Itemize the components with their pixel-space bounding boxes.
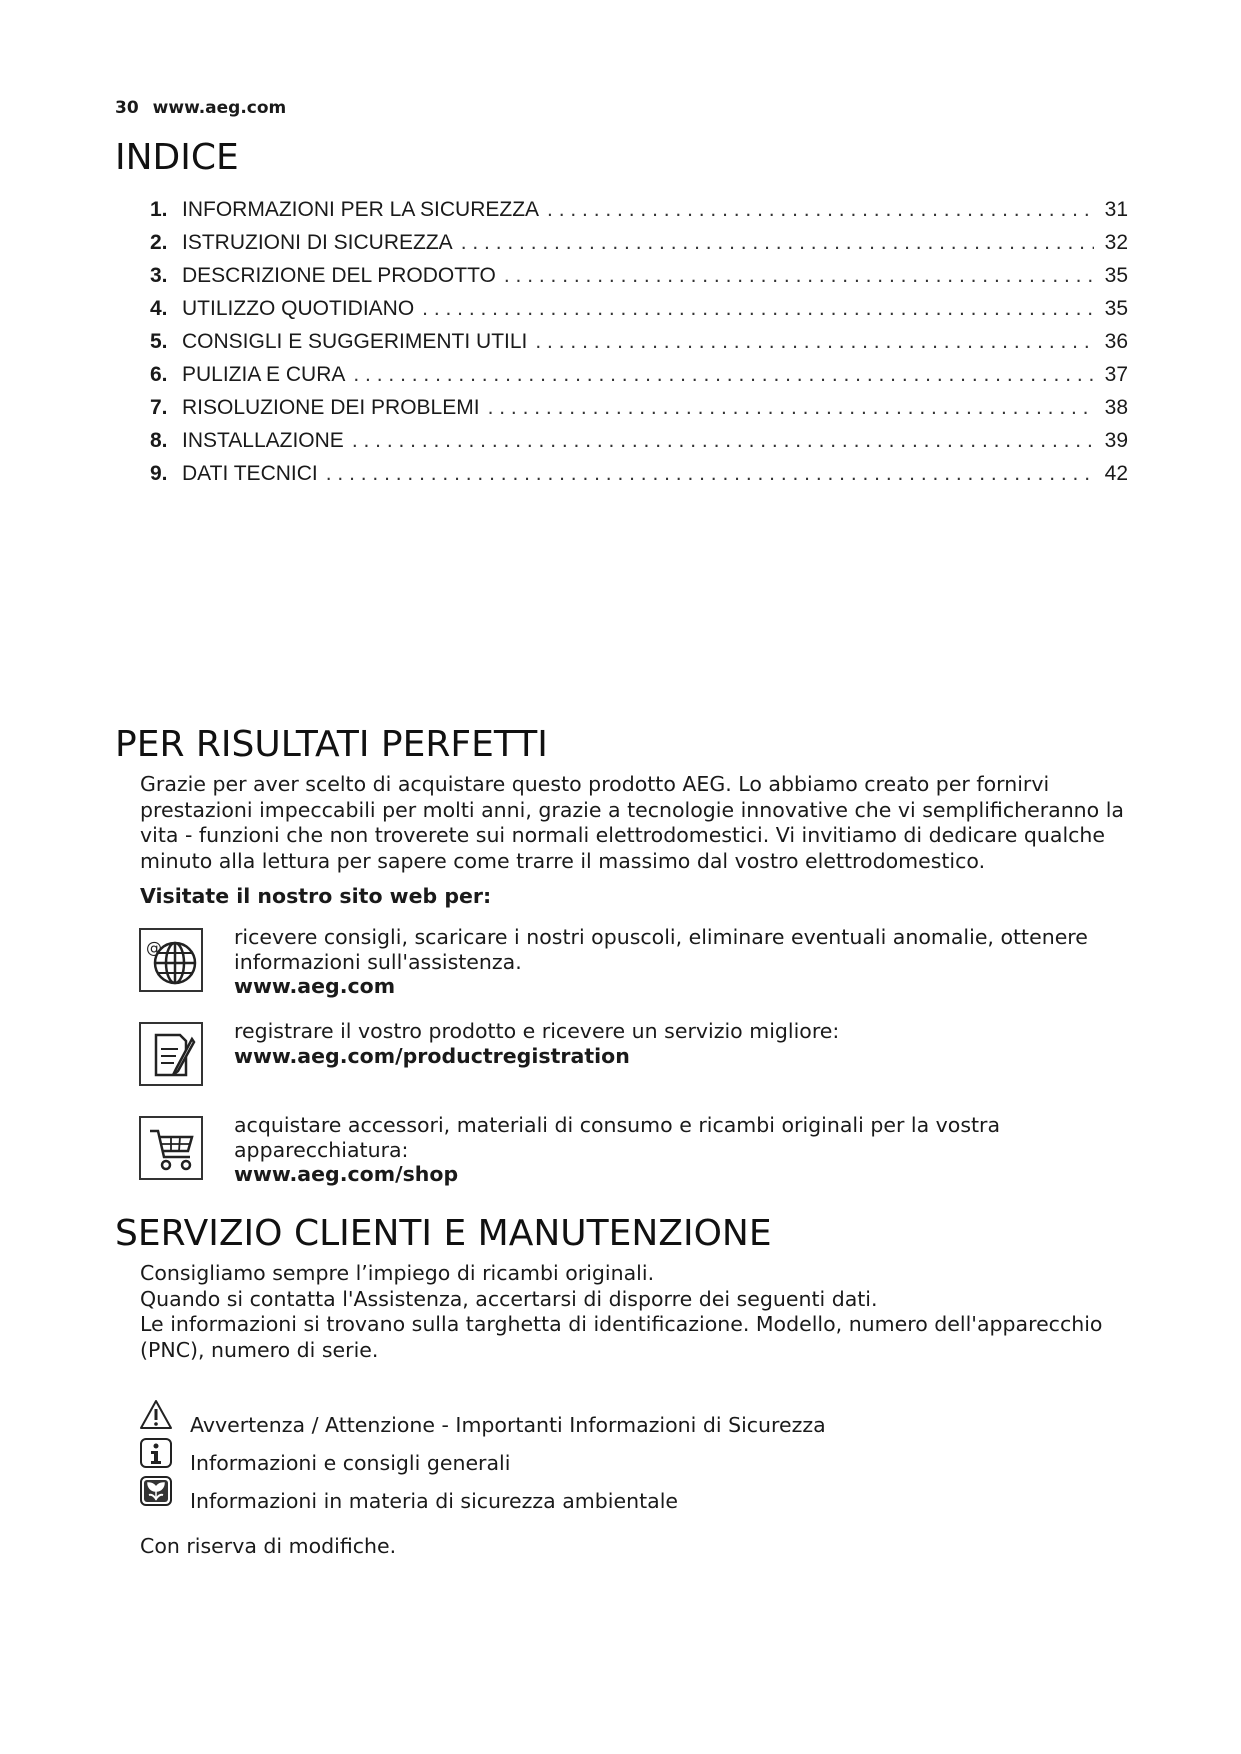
visit-item-shop (234, 1113, 1134, 1187)
toc-entry[interactable] (150, 396, 1128, 429)
warning-triangle-icon (139, 1399, 173, 1431)
service-line: Quando si contatta l'Assistenza, accertarsi di disporre dei seguenti dati. (140, 1286, 878, 1311)
toc-entry-title: DATI TECNICI (182, 462, 318, 485)
toc-entry-number: 8. (150, 429, 168, 452)
toc-entry-number: 6. (150, 363, 168, 386)
header-url[interactable]: www.aeg.com (152, 98, 287, 118)
toc-entry[interactable] (150, 297, 1128, 330)
results-title: PER RISULTATI PERFETTI (115, 724, 548, 765)
product-registration-link[interactable]: www.aeg.com/productregistration (234, 1043, 630, 1068)
toc-entry-title: RISOLUZIONE DEI PROBLEMI (182, 396, 480, 419)
visit-heading: Visitate il nostro sito web per: (140, 884, 492, 908)
page-header (115, 98, 286, 118)
toc-entry-title: INFORMAZIONI PER LA SICUREZZA (182, 198, 540, 221)
toc-entry-number: 2. (150, 231, 168, 254)
toc-entry[interactable] (150, 330, 1128, 363)
index-title: INDICE (115, 137, 239, 178)
shopping-cart-icon (139, 1116, 203, 1180)
toc-entry[interactable] (150, 429, 1128, 462)
toc-entry[interactable] (150, 231, 1128, 264)
toc-entry-page: 35 (1104, 297, 1128, 320)
toc-entry-title: DESCRIZIONE DEL PRODOTTO (182, 264, 496, 287)
environment-leaf-icon (139, 1475, 173, 1507)
toc-entry-page: 39 (1104, 429, 1128, 452)
toc-entry-page: 32 (1104, 231, 1128, 254)
toc-entry-number: 9. (150, 462, 168, 485)
aeg-shop-link[interactable]: www.aeg.com/shop (234, 1162, 459, 1186)
service-line: Le informazioni si trovano sulla targhetta di identificazione. Modello, numero dell'apparecchio (PNC), numero di serie. (140, 1312, 1103, 1362)
toc-entry-page: 35 (1104, 264, 1128, 287)
toc-entry-page: 42 (1104, 462, 1128, 485)
toc-entry-page: 36 (1104, 330, 1128, 353)
aeg-website-link[interactable]: www.aeg.com (234, 974, 396, 998)
toc-entry-number: 3. (150, 264, 168, 287)
footer-note: Con riserva di modifiche. (140, 1534, 397, 1558)
toc-entry-page: 37 (1104, 363, 1128, 386)
toc-entry-title: CONSIGLI E SUGGERIMENTI UTILI (182, 330, 528, 353)
legend-warning-text: Avvertenza / Attenzione - Importanti Informazioni di Sicurezza (190, 1413, 826, 1437)
toc-entry-number: 7. (150, 396, 168, 419)
visit-item-registration (234, 1019, 1134, 1068)
toc-dot-leader (547, 198, 1094, 222)
info-icon (139, 1437, 173, 1469)
toc-entry-title: UTILIZZO QUOTIDIANO (182, 297, 415, 320)
toc-entry-title: ISTRUZIONI DI SICUREZZA (182, 231, 453, 254)
legend-info-text: Informazioni e consigli generali (190, 1451, 511, 1475)
toc-entry[interactable] (150, 264, 1128, 297)
toc-dot-leader (488, 396, 1094, 420)
results-intro-block (140, 772, 1130, 874)
toc-entry-number: 4. (150, 297, 168, 320)
toc-dot-leader (353, 363, 1094, 387)
toc-entry[interactable] (150, 363, 1128, 396)
toc-dot-leader (352, 429, 1094, 453)
toc-dot-leader (461, 231, 1094, 255)
service-title: SERVIZIO CLIENTI E MANUTENZIONE (115, 1213, 772, 1254)
visit-item-text: registrare il vostro prodotto e ricevere un servizio migliore: (234, 1019, 840, 1043)
toc-entry-page: 31 (1104, 198, 1128, 221)
visit-item-info (234, 925, 1134, 999)
legend-environment-text: Informazioni in materia di sicurezza ambientale (190, 1489, 678, 1513)
service-text-block (140, 1261, 1130, 1363)
toc-dot-leader (326, 462, 1094, 486)
svg-text:@: @ (146, 938, 162, 957)
toc-entry-number: 5. (150, 330, 168, 353)
toc-entry-title: INSTALLAZIONE (182, 429, 344, 452)
toc-entry-number: 1. (150, 198, 168, 221)
service-line: Consigliamo sempre l’impiego di ricambi originali. (140, 1261, 655, 1285)
table-of-contents (150, 198, 1128, 495)
visit-item-text: acquistare accessori, materiali di consumo e ricambi originali per la vostra apparecchiatura: (234, 1113, 1001, 1162)
toc-entry-title: PULIZIA E CURA (182, 363, 346, 386)
toc-entry[interactable] (150, 462, 1128, 495)
visit-item-text: ricevere consigli, scaricare i nostri opuscoli, eliminare eventuali anomalie, ottenere informazioni sull'assistenza. (234, 925, 1088, 974)
toc-entry[interactable] (150, 198, 1128, 231)
results-intro: Grazie per aver scelto di acquistare questo prodotto AEG. Lo abbiamo creato per fornirvi prestazioni impeccabili per molti anni, grazie a tecnologie innovative che vi semplificheranno la vita - funzioni che non troverete sui normali elettrodomestici. Vi invitiamo di dedicare qualche minuto alla lettura per sapere come trarre il massimo dal vostro elettrodomestico. (140, 772, 1124, 873)
toc-dot-leader (504, 264, 1094, 288)
toc-entry-page: 38 (1104, 396, 1128, 419)
toc-dot-leader (422, 297, 1094, 321)
page-number: 30 (115, 98, 139, 118)
registration-pen-icon (139, 1022, 203, 1086)
globe-at-icon (139, 928, 203, 992)
toc-dot-leader (535, 330, 1094, 354)
